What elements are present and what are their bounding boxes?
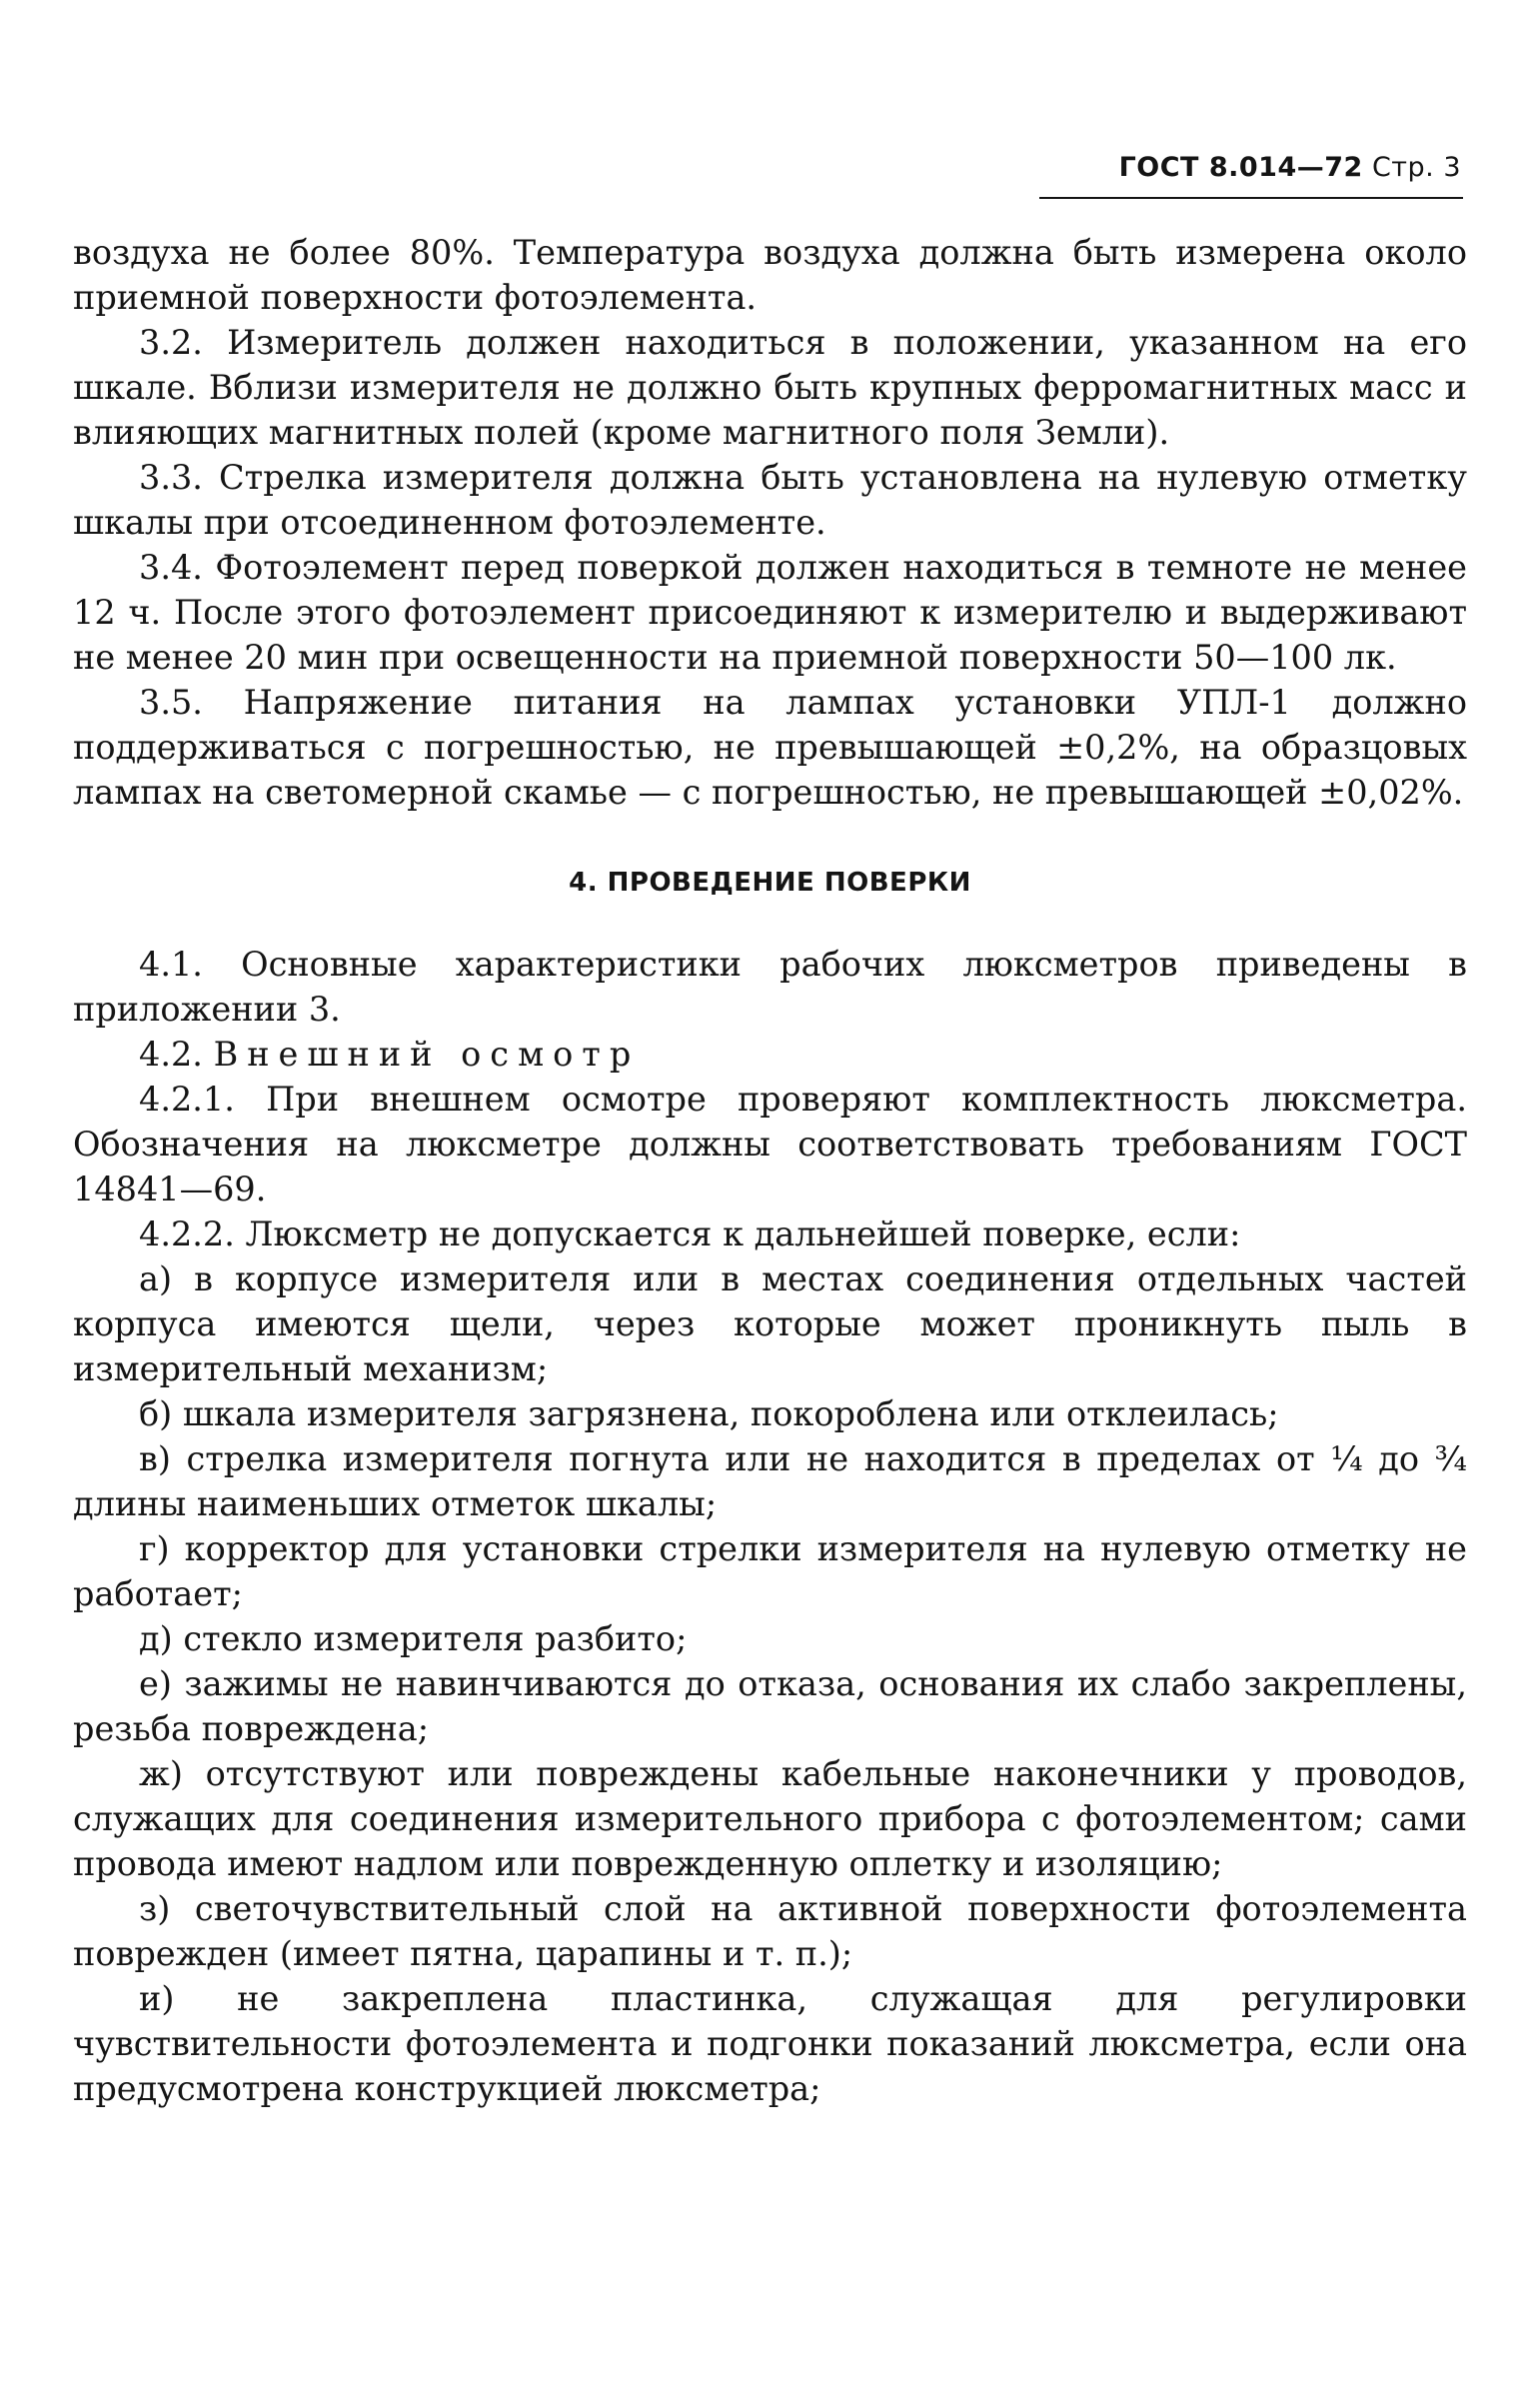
page-number: Стр. 3 [1371,152,1461,183]
list-item-z: з) светочувствительный слой на активной поверхности фотоэлемента поврежден (имеет пятна, царапины и т. п.); [73,1889,1467,1973]
header-rule [1039,197,1463,199]
standard-number: ГОСТ 8.014—72 [1118,152,1363,183]
page-header [1043,152,1461,183]
list-item-a: а) в корпусе измерителя или в местах соединения отдельных частей корпуса имеются щели, через которые может проникнуть пыль в измерительный механизм; [73,1259,1467,1388]
paragraph-3-2: 3.2. Измеритель должен находиться в положении, указанном на его шкале. Вблизи измерителя не должно быть крупных ферромагнитных масс и влияющих магнитных полей (кроме магнитного поля Земли). [73,323,1467,452]
list-item-d: д) стекло измерителя разбито; [139,1619,688,1658]
list-item-b: б) шкала измерителя загрязнена, покороблена или отклеилась; [139,1394,1279,1433]
document-body [73,230,1467,2111]
paragraph-4-2 [73,1032,1467,1077]
list-item-zh: ж) отсутствуют или повреждены кабельные наконечники у проводов, служащих для соединения измерительного прибора с фотоэлементом; сами провода имеют надлом или поврежденную оплетку и изоляцию; [73,1754,1467,1883]
list-item-g: г) корректор для установки стрелки измерителя на нулевую отметку не работает; [73,1529,1467,1613]
list-item-v: в) стрелка измерителя погнута или не находится в пределах от ¼ до ¾ длины наименьших отметок шкалы; [73,1439,1467,1523]
section-heading: 4. ПРОВЕДЕНИЕ ПОВЕРКИ [569,868,971,898]
paragraph-4-2-2: 4.2.2. Люксметр не допускается к дальнейшей поверке, если: [139,1214,1241,1253]
subsection-title: Внешний осмотр [213,1035,641,1074]
list-item-e: е) зажимы не навинчиваются до отказа, основания их слабо закреплены, резьба повреждена; [73,1664,1467,1748]
paragraph-3-1-cont: воздуха не более 80%. Температура воздуха должна быть измерена около приемной поверхности фотоэлемента. [73,233,1467,317]
paragraph-3-5: 3.5. Напряжение питания на лампах установки УПЛ-1 должно поддерживаться с погрешностью, не превышающей ±0,2%, на образцовых лампах на светомерной скамье — с погрешностью, не превышающей ±0,02%. [73,683,1467,812]
subsection-number: 4.2. [139,1035,203,1074]
paragraph-4-2-1: 4.2.1. При внешнем осмотре проверяют комплектность люксметра. Обозначения на люксметре должны соответствовать требованиям ГОСТ 14841—69. [73,1080,1467,1208]
paragraph-3-4: 3.4. Фотоэлемент перед поверкой должен находиться в темноте не менее 12 ч. После этого фотоэлемент присоединяют к измерителю и выдерживают не менее 20 мин при освещенности на приемной поверхности 50—100 лк. [73,548,1467,677]
list-item-i: и) не закреплена пластинка, служащая для регулировки чувствительности фотоэлемента и подгонки показаний люксметра, если она предусмотрена конструкцией люксметра; [73,1979,1467,2108]
paragraph-4-1: 4.1. Основные характеристики рабочих люксметров приведены в приложении 3. [73,945,1467,1029]
paragraph-3-3: 3.3. Стрелка измерителя должна быть установлена на нулевую отметку шкалы при отсоединенном фотоэлементе. [73,458,1467,542]
